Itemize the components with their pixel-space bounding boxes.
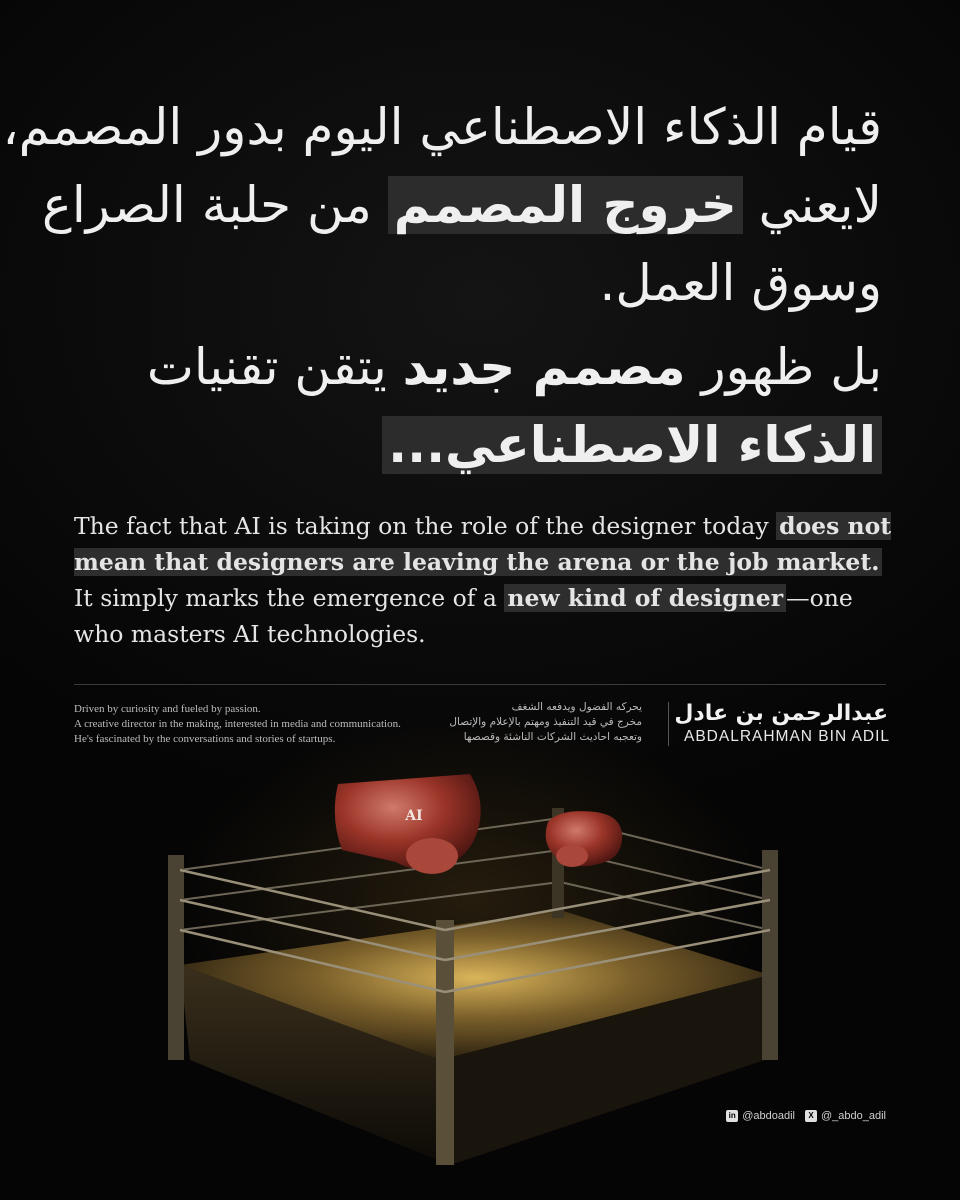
boxing-glove-left-icon: [335, 774, 481, 874]
social-links: [726, 1110, 886, 1122]
linkedin-icon: in: [726, 1110, 738, 1122]
author-name-english: ABDALRAHMAN BIN ADIL: [684, 728, 891, 745]
english-text: It simply marks the emergence of a: [74, 584, 505, 612]
boxing-ring-illustration: [0, 760, 960, 1200]
arabic-highlight: خروج المصمم: [388, 176, 743, 234]
arabic-headline-line-4: [62, 328, 882, 406]
bio-line: He's fascinated by the conversations and stories of startups.: [74, 733, 336, 745]
arabic-headline-line-5: [62, 406, 882, 484]
divider: [74, 684, 886, 685]
bio-line: A creative director in the making, interested in media and communication.: [74, 718, 401, 730]
english-text: —one who masters AI technologies.: [74, 584, 853, 648]
arabic-headline-text: لايعني: [742, 176, 882, 234]
social-x[interactable]: [805, 1110, 886, 1122]
english-text: The fact that AI is taking on the role of the designer today: [74, 512, 777, 540]
x-icon: X: [805, 1110, 817, 1122]
arabic-headline-line-3: [62, 244, 882, 322]
social-handle: @_abdo_adil: [821, 1110, 886, 1122]
arabic-headline-text: قيام الذكاء الاصطناعي اليوم بدور المصمم،: [2, 98, 882, 156]
bio-line: يحركه الفضول ويدفعه الشغف: [511, 701, 642, 713]
bio-arabic: [382, 700, 642, 745]
social-handle: @abdoadil: [742, 1110, 795, 1122]
glove-label: AI: [405, 808, 423, 824]
english-highlight: new kind of designer: [504, 584, 786, 612]
arabic-headline-text: يتقن تقنيات: [146, 338, 403, 396]
arabic-highlight: الذكاء الاصطناعي...: [382, 416, 882, 474]
bio-line: وتعجبه احاديث الشركات الناشئة وقصصها: [463, 731, 642, 743]
english-paragraph: [74, 508, 894, 652]
boxing-glove-right-icon: [546, 811, 622, 867]
vertical-separator: [668, 702, 669, 746]
arabic-headline-line-2: [42, 166, 882, 244]
arabic-headline-text: من حلبة الصراع: [42, 176, 388, 234]
arabic-headline-line-1: [2, 88, 882, 166]
bio-line: Driven by curiosity and fueled by passion.: [74, 703, 261, 715]
english-highlight: does not mean that designers are leaving the arena or the job market.: [74, 512, 892, 576]
arabic-headline: [2, 88, 882, 484]
bio-line: مخرج في قيد التنفيذ ومهتم بالإعلام والإتصال: [449, 716, 642, 728]
arabic-headline-text: وسوق العمل.: [599, 254, 882, 312]
arabic-headline-text: بل ظهور: [685, 338, 882, 396]
social-linkedin[interactable]: [726, 1110, 795, 1122]
arabic-bold-text: مصمم جديد: [402, 338, 686, 396]
author-signature: [674, 700, 891, 746]
author-name-arabic: عبدالرحمن بن عادل: [674, 701, 888, 726]
